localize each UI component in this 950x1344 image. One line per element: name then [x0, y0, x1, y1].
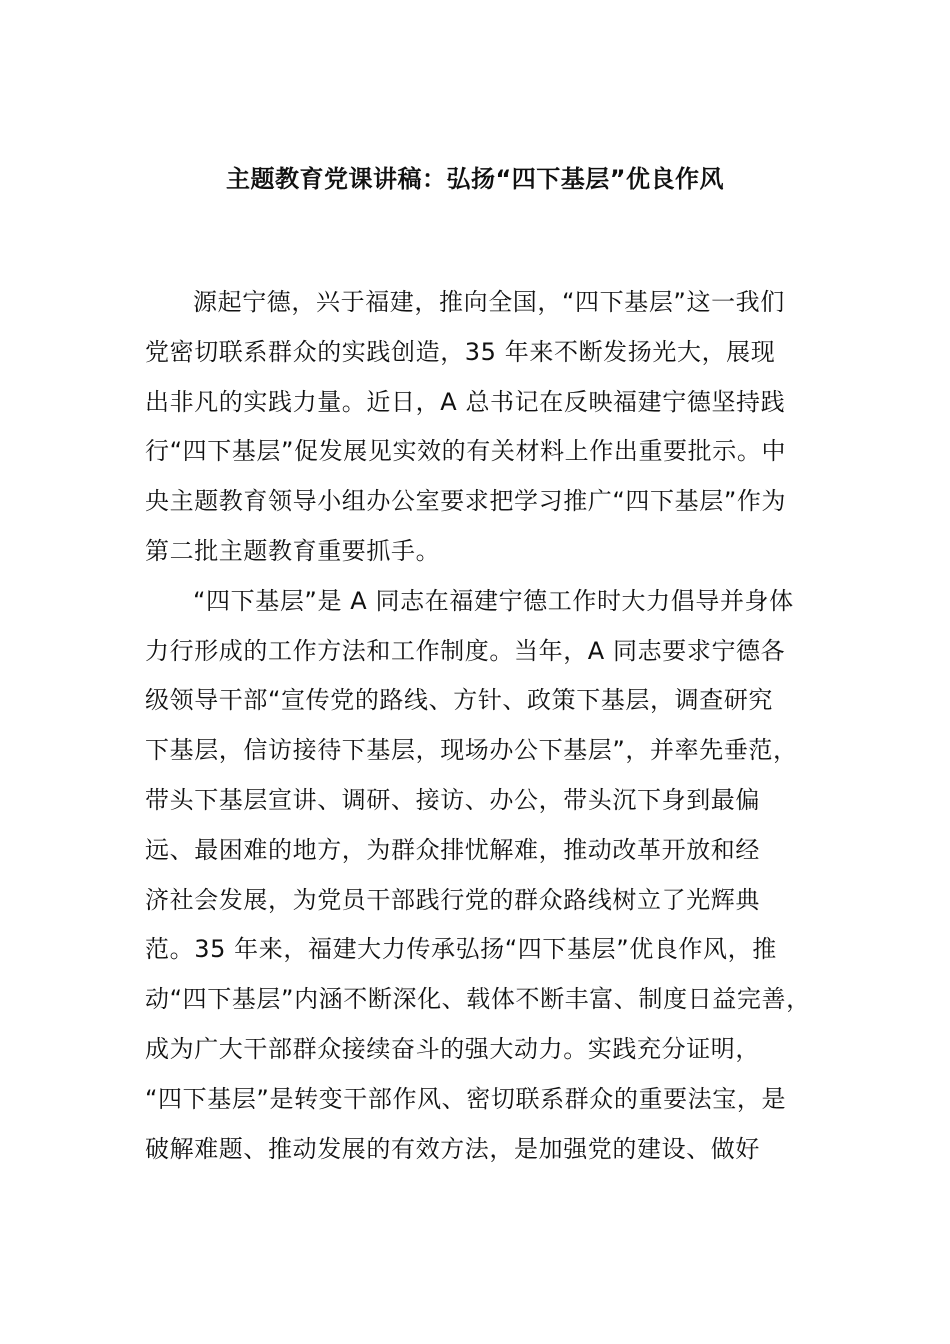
paragraph-1-line: 第二批主题教育重要抓手。 — [145, 536, 441, 565]
paragraph-2-line: 范。35 年来，福建大力传承弘扬“四下基层”优良作风，推 — [145, 935, 777, 964]
document-title: 主题教育党课讲稿：弘扬“四下基层”优良作风 — [225, 165, 725, 193]
paragraph-2-line: 济社会发展，为党员干部践行党的群众路线树立了光辉典 — [145, 885, 760, 914]
paragraph-2-line: 动“四下基层”内涵不断深化、载体不断丰富、制度日益完善， — [145, 985, 811, 1014]
paragraph-2-line: 远、最困难的地方，为群众排忧解难，推动改革开放和经 — [145, 835, 760, 864]
paragraph-1-line: 行“四下基层”促发展见实效的有关材料上作出重要批示。中 — [145, 437, 787, 466]
document-body — [145, 278, 845, 1174]
paragraph-1-line: 源起宁德，兴于福建，推向全国，“四下基层”这一我们 — [193, 288, 785, 316]
paragraph-2-line: 破解难题、推动发展的有效方法，是加强党的建设、做好 — [145, 1134, 760, 1163]
paragraph-2-line: “四下基层”是 A 同志在福建宁德工作时大力倡导并身体 — [193, 586, 794, 615]
paragraph-2-line: 力行形成的工作方法和工作制度。当年，A 同志要求宁德各 — [145, 636, 786, 665]
paragraph-1-line: 央主题教育领导小组办公室要求把学习推广“四下基层”作为 — [145, 487, 787, 516]
paragraph-2-line: 成为广大干部群众接续奋斗的强大动力。实践充分证明， — [145, 1034, 760, 1063]
paragraph-2-line: 下基层，信访接待下基层，现场办公下基层”，并率先垂范， — [145, 736, 798, 765]
paragraph-2-line: “四下基层”是转变干部作风、密切联系群众的重要法宝，是 — [145, 1084, 787, 1113]
paragraph-2-line: 带头下基层宣讲、调研、接访、办公，带头沉下身到最偏 — [145, 785, 760, 814]
paragraph-2-line: 级领导干部“宣传党的路线、方针、政策下基层，调查研究 — [145, 686, 774, 715]
paragraph-1-line: 党密切联系群众的实践创造，35 年来不断发扬光大，展现 — [145, 337, 776, 366]
paragraph-1-line: 出非凡的实践力量。近日，A 总书记在反映福建宁德坚持践 — [145, 387, 786, 416]
